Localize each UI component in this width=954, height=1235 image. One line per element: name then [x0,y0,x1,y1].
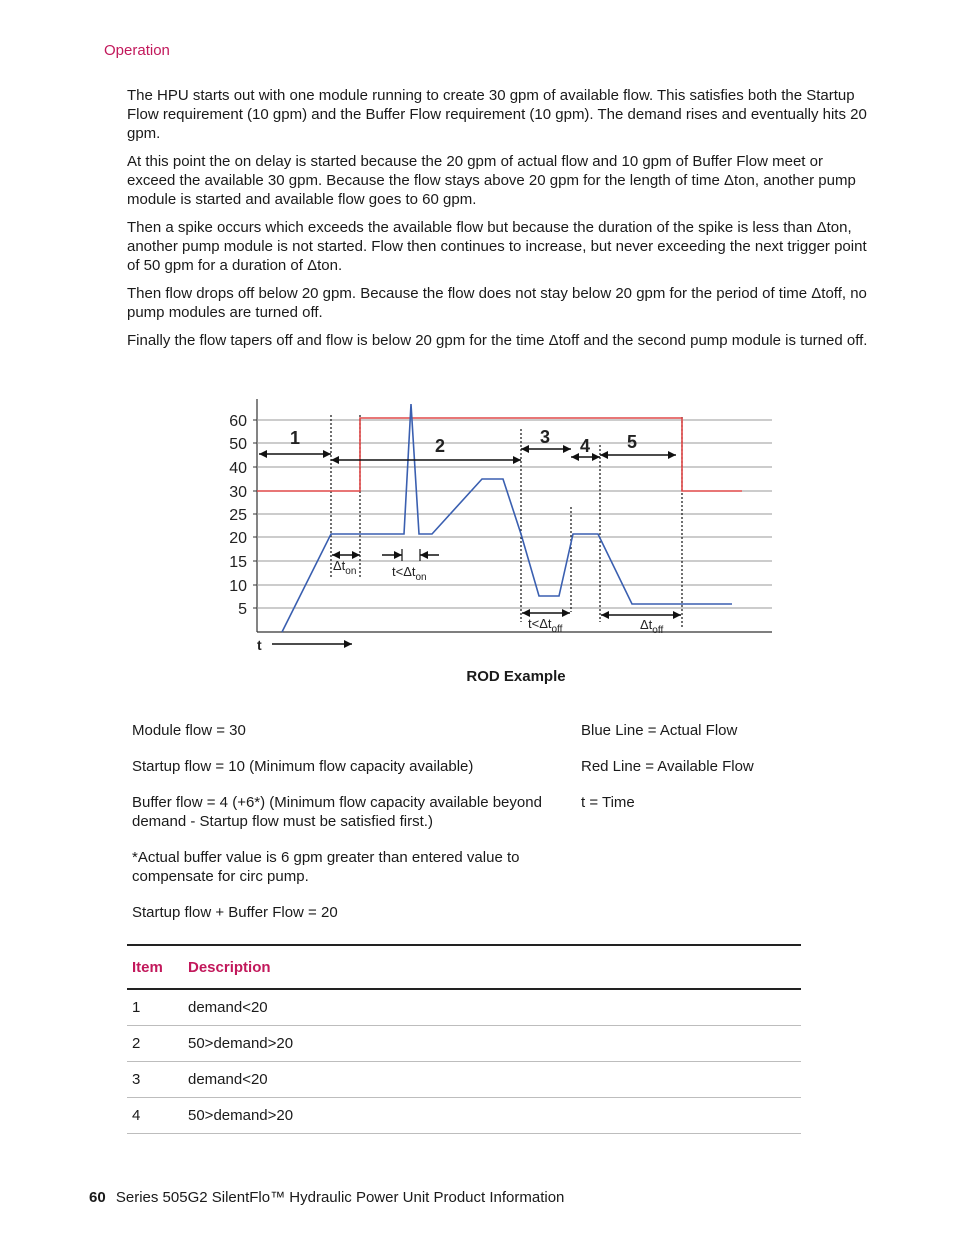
toff-arrow-head-right [673,611,681,619]
segment-label: 2 [435,436,446,456]
toff-short-arrow-head-right [562,609,570,617]
segment-label: 3 [540,427,551,447]
rod-example-figure [222,397,778,657]
legend-item: t = Time [581,794,635,811]
segment-label: 4 [580,436,591,456]
legend-item: Blue Line = Actual Flow [581,722,738,739]
ton-arrow-head-right [352,551,360,559]
table-header-description: Description [183,945,801,989]
paragraph: The HPU starts out with one module running to create 30 gpm of available flow. This satisfies both the Startup Flow requirement (10 gpm) and the Buffer Flow requirement (10 gpm). The demand rises and eventually hits 20 gpm. [127,87,867,142]
figure-caption: ROD Example [466,668,566,685]
ton-label: $\Delta t_{on}$ [333,558,357,577]
ton-short-arrow-right-head-left [420,551,428,559]
segment-5-arrow-head-right [668,451,676,459]
table-header-row [127,945,801,989]
toff-label: $\Delta t_{off}$ [640,617,664,636]
table-cell: 2 [127,1026,183,1062]
page-number: 60 [89,1189,106,1206]
y-tick-label: 20 [229,530,247,547]
segment-1-arrow-head-right [323,450,331,458]
item-table [127,944,801,1134]
time-arrow-head-right [344,640,352,648]
y-tick-label: 25 [229,507,247,524]
y-tick-label: 40 [229,460,247,477]
paragraph: Finally the flow tapers off and flow is below 20 gpm for the time Δtoff and the second pump module is turned off. [127,332,868,349]
paragraph: Then a spike occurs which exceeds the available flow but because the duration of the spike is less than Δton, another pump module is not started. Flow then continues to increase, but never exceeding the next trigger point of 50 gpm for a duration of Δton. [127,219,867,274]
table-cell: 4 [127,1098,183,1134]
ton-short-label: $t<\Delta t_{on}$ [392,564,427,583]
body-text [127,86,869,359]
segment-4-arrow-head-right [592,453,600,461]
toff-short-label: $t<\Delta t_{off}$ [528,616,563,635]
legend-right [581,721,821,829]
legend-item: Buffer flow = 4 (+6*) (Minimum flow capacity available beyond demand - Startup flow must be satisfied first.) [132,794,542,830]
legend-item: Startup flow + Buffer Flow = 20 [132,904,338,921]
legend-item: Startup flow = 10 (Minimum flow capacity available) [132,758,474,775]
y-tick-label: 15 [229,554,247,571]
toff-arrow-head-left [601,611,609,619]
y-tick-label: 10 [229,578,247,595]
table-cell: 50>demand>20 [183,1098,801,1134]
table-cell: demand<20 [183,989,801,1026]
segment-label: 1 [290,428,301,448]
ton-short-arrow-left-head-right [394,551,402,559]
segment-label: 5 [627,432,638,452]
legend-item: *Actual buffer value is 6 gpm greater than entered value to compensate for circ pump. [132,849,520,885]
segment-1-arrow-head-left [259,450,267,458]
legend-item: Red Line = Available Flow [581,758,754,775]
section-header: Operation [104,42,170,59]
y-tick-label: 50 [229,436,247,453]
y-tick-label: 5 [238,601,247,618]
paragraph: Then flow drops off below 20 gpm. Because the flow does not stay below 20 gpm for the period of time Δtoff, no pump modules are turned off. [127,285,867,321]
segment-2-arrow-head-left [331,456,339,464]
segment-4-arrow-head-left [571,453,579,461]
segment-2-arrow-head-right [513,456,521,464]
actual-flow-line [282,404,732,632]
segment-3-arrow-head-right [563,445,571,453]
x-axis-label: t [257,637,262,653]
rod-diagram [222,397,778,657]
segment-3-arrow-head-left [521,445,529,453]
table-row [127,1062,801,1098]
legend-left [132,721,572,939]
page-footer [89,1189,564,1206]
y-tick-label: 60 [229,413,247,430]
paragraph: At this point the on delay is started because the 20 gpm of actual flow and 10 gpm of Buffer Flow meet or exceed the available 30 gpm. Because the flow stays above 20 gpm for the length of time Δton, another pump module is started and available flow goes to 60 gpm. [127,153,856,208]
table-row [127,1026,801,1062]
table-cell: 3 [127,1062,183,1098]
table-header-item: Item [127,945,183,989]
y-tick-label: 30 [229,484,247,501]
table-cell: 50>demand>20 [183,1026,801,1062]
table-cell: demand<20 [183,1062,801,1098]
table-row [127,1098,801,1134]
table-row [127,989,801,1026]
footer-title: Series 505G2 SilentFlo™ Hydraulic Power Unit Product Information [115,1189,565,1206]
segment-5-arrow-head-left [600,451,608,459]
legend-item: Module flow = 30 [132,722,246,739]
table-cell: 1 [127,989,183,1026]
